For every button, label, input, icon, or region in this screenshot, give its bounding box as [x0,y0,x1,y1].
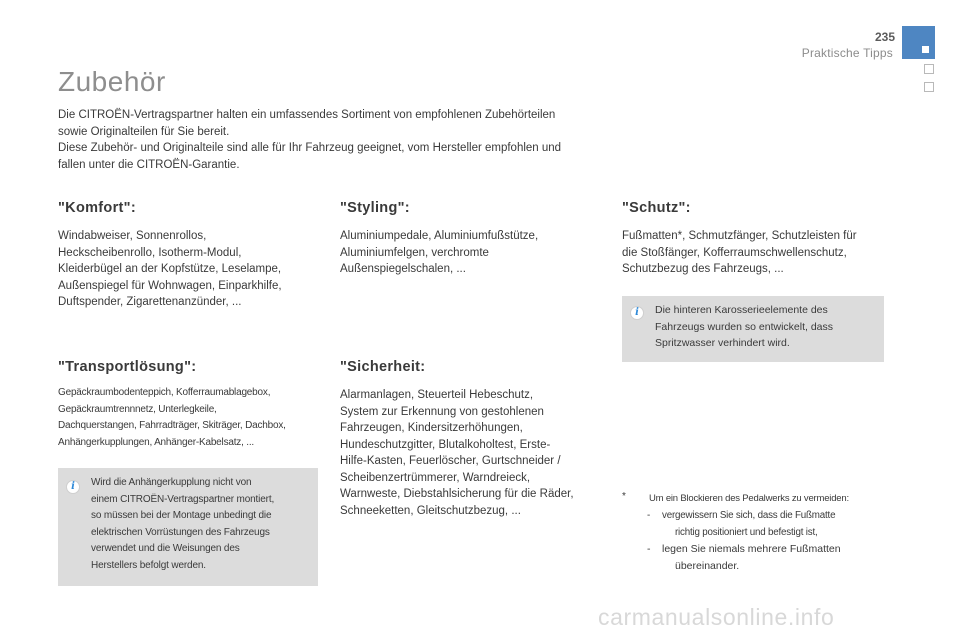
intro-line: Diese Zubehör- und Originalteile sind alle für Ihr Fahrzeug geeignet, vom Hersteller empfohlen und [58,142,562,154]
body-line: Außenspiegel für Wohnwagen, Einparkhilfe, [58,279,282,292]
body-line: Aluminiumfelgen, verchromte [340,246,489,259]
section-body [340,228,608,278]
info-line: Wird die Anhängerkupplung nicht von [91,477,252,488]
footnote [622,491,897,574]
body-line: Schutzbezug des Fahrzeugs, ... [622,263,784,275]
page-number: 235 [874,30,895,44]
info-line: verwendet und die Weisungen des [91,543,240,554]
body-line: Gepäckraumbodenteppich, Kofferraumablagebox, [58,387,271,398]
footnote-line: vergewissern Sie sich, dass die Fußmatte [662,510,836,521]
intro-line: Die CITROËN-Vertragspartner halten ein umfassendes Sortiment von empfohlenen Zubehörteilen [58,109,556,121]
info-box-anhaengerkupplung [58,468,318,586]
body-line: Duftspender, Zigarettenanzünder, ... [58,296,242,308]
info-line: Fahrzeugs wurden so entwickelt, dass [655,320,834,333]
body-line: Hilfe-Kasten, Feuerlöscher, Gurtschneider / [340,455,561,467]
intro-line: sowie Originalteilen für Sie bereit. [58,125,230,138]
section-heading: "Schutz": [622,200,691,216]
section-heading: "Komfort": [58,200,136,216]
body-line: Fahrzeugen, Kindersitzerhöhungen, [340,422,523,434]
info-line: Spritzwasser verhindert wird. [655,337,790,349]
footnote-list [622,508,897,574]
section-schutz [622,200,890,278]
watermark: carmanualsonline.info [598,604,835,630]
tab-square-icon [922,46,929,53]
info-line: so müssen bei der Montage unbedingt die [91,510,272,521]
body-line: Außenspiegelschalen, ... [340,263,466,275]
body-line: Dachquerstangen, Fahrradträger, Skiträger, Dachbox, [58,420,286,431]
body-line: Aluminiumpedale, Aluminiumfußstütze, [340,230,539,242]
body-line: Warnweste, Diebstahlsicherung für die Räder, [340,488,574,500]
list-dash: - [647,510,651,521]
body-line: Kleiderbügel an der Kopfstütze, Leselampe, [58,263,282,275]
section-transportloesung [58,359,326,451]
section-heading: "Styling": [340,200,410,216]
body-line: Gepäckraumtrennnetz, Unterlegkeile, [58,403,217,415]
intro-text [58,107,618,173]
info-line: Die hinteren Karosserieelemente des [655,304,828,316]
body-line: Scheibenzertrümmerer, Warndreieck, [340,471,531,484]
section-body [58,385,326,451]
info-icon: i [630,306,644,320]
page-title: Zubehör [58,66,166,97]
body-line: Heckscheibenrollo, Isotherm-Modul, [58,246,242,259]
footnote-heading: Um ein Blockieren des Pedalwerks zu vermeiden: [649,493,849,504]
body-line: Anhängerkupplungen, Anhänger-Kabelsatz, ... [58,436,254,448]
footnote-line: legen Sie niemals mehrere Fußmatten [662,543,841,555]
info-box-text [91,475,274,574]
body-line: System zur Erkennung von gestohlenen [340,405,544,418]
section-komfort [58,200,326,311]
info-line: elektrischen Vorrüstungen des Fahrzeugs [91,526,270,538]
chapter-title: Praktische Tipps [801,46,893,60]
footnote-line: richtig positioniert und befestigt ist, [675,526,818,538]
info-box-text [655,302,833,352]
section-heading: "Transportlösung": [58,359,197,375]
body-line: Alarmanlagen, Steuerteil Hebeschutz, [340,389,534,401]
body-line: Fußmatten*, Schmutzfänger, Schutzleisten für [622,230,857,242]
info-line: einem CITROËN-Vertragspartner montiert, [91,493,275,505]
info-icon: i [66,480,80,494]
body-line: die Stoßfänger, Kofferraumschwellenschutz, [622,246,847,259]
body-line: Hundeschutzgitter, Blutalkoholtest, Erste- [340,438,551,451]
section-body [340,387,608,519]
footnote-item [622,508,897,541]
body-line: Windabweiser, Sonnenrollos, [58,230,207,242]
list-dash: - [647,543,651,555]
section-sicherheit [340,359,608,519]
info-line: Herstellers befolgt werden. [91,559,206,571]
chapter-tab-active[interactable] [902,26,935,59]
chapter-tab-empty[interactable] [924,82,934,92]
footnote-line: übereinander. [675,559,740,572]
section-heading: "Sicherheit: [340,359,426,375]
body-line: Schneeketten, Gleitschutzbezug, ... [340,504,521,517]
footnote-marker: * [622,491,626,502]
chapter-tab-empty[interactable] [924,64,934,74]
intro-line: fallen unter die CITROËN-Garantie. [58,158,240,171]
section-styling [340,200,608,278]
info-box-karosserie [622,296,884,362]
section-body [58,228,326,311]
section-body [622,228,890,278]
footnote-item [622,541,897,574]
